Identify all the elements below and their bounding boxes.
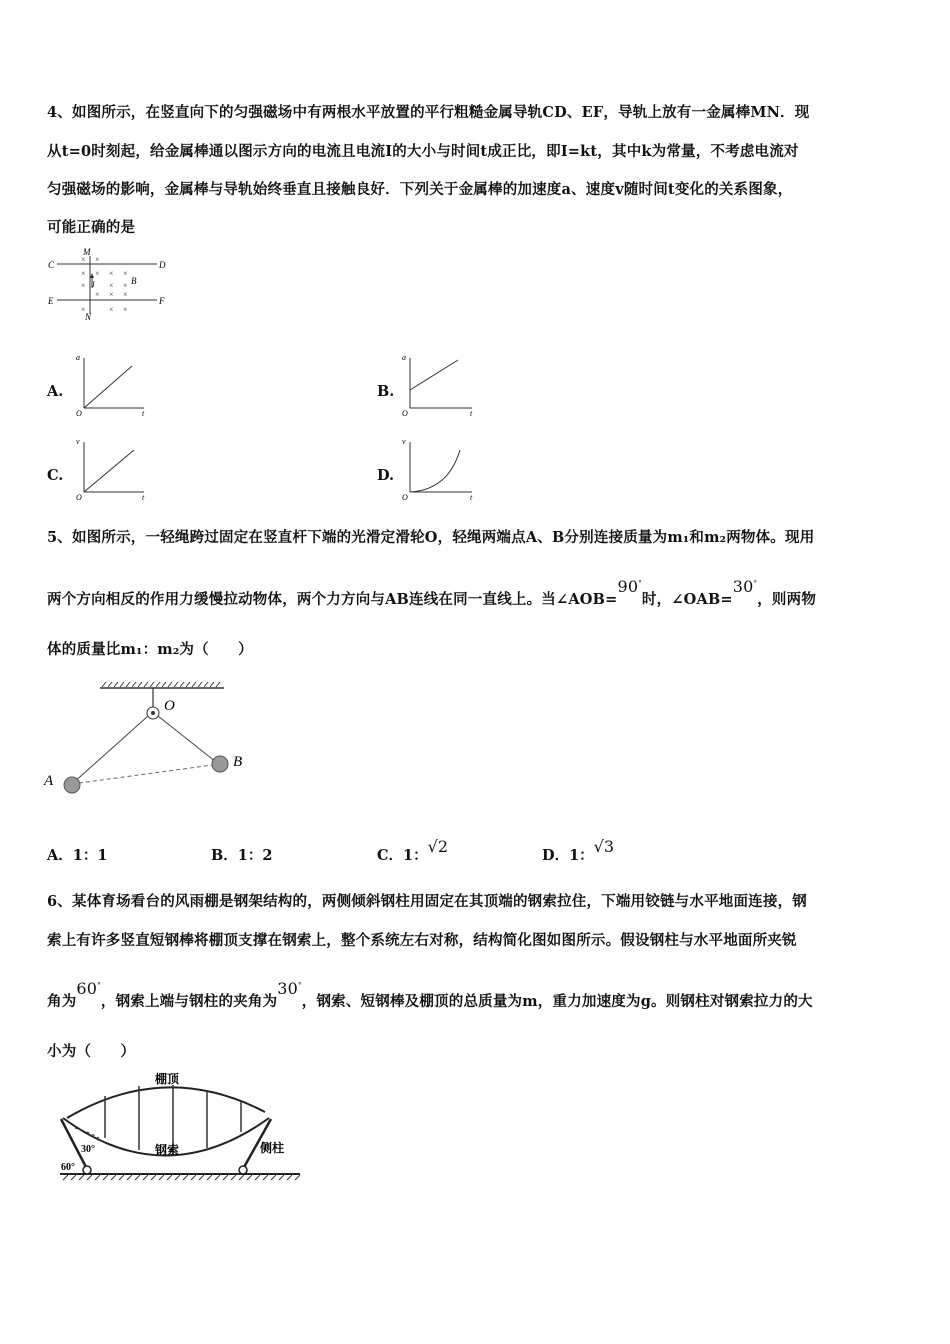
q4-option-c-graph — [72, 436, 152, 504]
sqrt3: √3 — [593, 837, 615, 856]
q5-pulley-figure — [42, 680, 262, 808]
q5-line-3: 体的质量比m₁：m₂为（ ） — [47, 641, 253, 658]
q6-line-3: 角为60°，钢索上端与钢柱的夹角为30°，钢索、短钢棒及棚顶的总质量为m，重力加速度为g。则钢柱对钢索拉力的大 — [47, 979, 813, 1010]
pillar-label: 侧柱 — [260, 1141, 285, 1155]
q4-option-b-graph — [398, 352, 478, 420]
cross-mark: × — [123, 290, 128, 299]
q6-line-4: 小为（ ） — [47, 1043, 136, 1060]
origin-label: O — [76, 409, 82, 418]
cross-mark: × — [109, 281, 114, 290]
angle-60-label: 60° — [61, 1162, 75, 1173]
cross-mark: × — [123, 269, 128, 278]
q5-line-2 — [47, 577, 817, 609]
q4-line-1: 4、如图所示，在竖直向下的匀强磁场中有两根水平放置的平行粗糙金属导轨CD、EF，导轨上放有一金属棒MN．现 — [47, 104, 810, 121]
cross-mark: × — [123, 305, 128, 314]
cross-mark: × — [123, 281, 128, 290]
cross-mark: × — [109, 305, 114, 314]
q4-option-c-label[interactable]: C. — [47, 467, 64, 484]
x-axis-label: t — [470, 493, 473, 502]
origin-label: O — [402, 409, 408, 418]
label-M: M — [83, 247, 91, 257]
label-I: I — [92, 280, 95, 289]
q5-option-c[interactable]: C．1：√2 — [377, 837, 449, 864]
label-E: E — [48, 296, 54, 306]
label-C: C — [48, 260, 55, 270]
label-D: D — [159, 260, 166, 270]
q6-angle-60: 60° — [76, 979, 101, 998]
q6-line-1: 6、某体育场看台的风雨棚是钢架结构的，两侧倾斜钢柱用固定在其顶端的钢索拉住，下端用铰链与水平地面连接，钢 — [47, 893, 807, 910]
cross-mark: × — [95, 255, 100, 264]
q5-option-d[interactable]: D．1：√3 — [542, 837, 615, 864]
y-axis-label: a — [402, 353, 406, 362]
q6-canopy-figure — [55, 1068, 305, 1186]
q5-angle-90: 90° — [617, 577, 642, 596]
x-axis-label: t — [142, 493, 145, 502]
q5-option-b[interactable]: B．1：2 — [211, 847, 273, 864]
q4-rail-figure — [45, 244, 175, 324]
y-axis-label: a — [76, 353, 80, 362]
q4-option-d-graph — [398, 436, 478, 504]
q5-line-2-a: 两个方向相反的作用力缓慢拉动物体，两个力方向与AB连线在同一直线上。当∠AOB= — [47, 591, 618, 608]
cross-mark: × — [95, 269, 100, 278]
x-axis-label: t — [470, 409, 473, 418]
q5-line-1: 5、如图所示，一轻绳跨过固定在竖直杆下端的光滑定滑轮O，轻绳两端点A、B分别连接质量为m₁和m₂两物体。现用 — [47, 529, 815, 546]
label-B: B — [131, 276, 137, 286]
cross-mark: × — [109, 290, 114, 299]
q4-line-2: 从t=0时刻起，给金属棒通以图示方向的电流且电流I的大小与时间t成正比，即I=kt，其中k为常量，不考虑电流对 — [47, 143, 799, 160]
cross-mark: × — [81, 305, 86, 314]
origin-label: O — [76, 493, 82, 502]
q6-angle-30: 30° — [277, 979, 302, 998]
label-N: N — [85, 312, 92, 322]
q5-line-2-c: ，则两物 — [757, 591, 817, 608]
cross-mark: × — [81, 269, 86, 278]
q4-line-3: 匀强磁场的影响，金属棒与导轨始终垂直且接触良好．下列关于金属棒的加速度a、速度v随时间t变化的关系图象， — [47, 181, 793, 198]
q5-line-2-b: 时，∠OAB= — [641, 591, 733, 608]
x-axis-label: t — [142, 409, 145, 418]
q5-angle-30: 30° — [732, 577, 758, 596]
cross-mark: × — [81, 281, 86, 290]
cable-label: 钢索 — [155, 1143, 180, 1157]
q4-option-a-label[interactable]: A. — [47, 383, 64, 400]
y-axis-label: v — [76, 437, 80, 446]
q4-option-a-graph — [72, 352, 152, 420]
label-B: B — [233, 754, 243, 770]
cross-mark: × — [109, 269, 114, 278]
label-O: O — [164, 698, 175, 714]
q4-line-4: 可能正确的是 — [47, 219, 136, 236]
roof-label: 棚顶 — [155, 1072, 180, 1086]
cross-mark: × — [81, 255, 86, 264]
q5-option-a[interactable]: A．1：1 — [47, 847, 108, 864]
q4-option-b-label[interactable]: B. — [377, 383, 395, 400]
q6-line-2: 索上有许多竖直短钢棒将棚顶支撑在钢索上，整个系统左右对称，结构简化图如图所示。假设钢柱与水平地面所夹锐 — [47, 932, 797, 949]
y-axis-label: v — [402, 437, 406, 446]
angle-30-label: 30° — [81, 1144, 95, 1155]
sqrt2: √2 — [427, 837, 449, 856]
cross-mark: × — [95, 290, 100, 299]
label-A: A — [44, 773, 54, 789]
q4-option-d-label[interactable]: D. — [377, 467, 395, 484]
origin-label: O — [402, 493, 408, 502]
label-F: F — [159, 296, 165, 306]
